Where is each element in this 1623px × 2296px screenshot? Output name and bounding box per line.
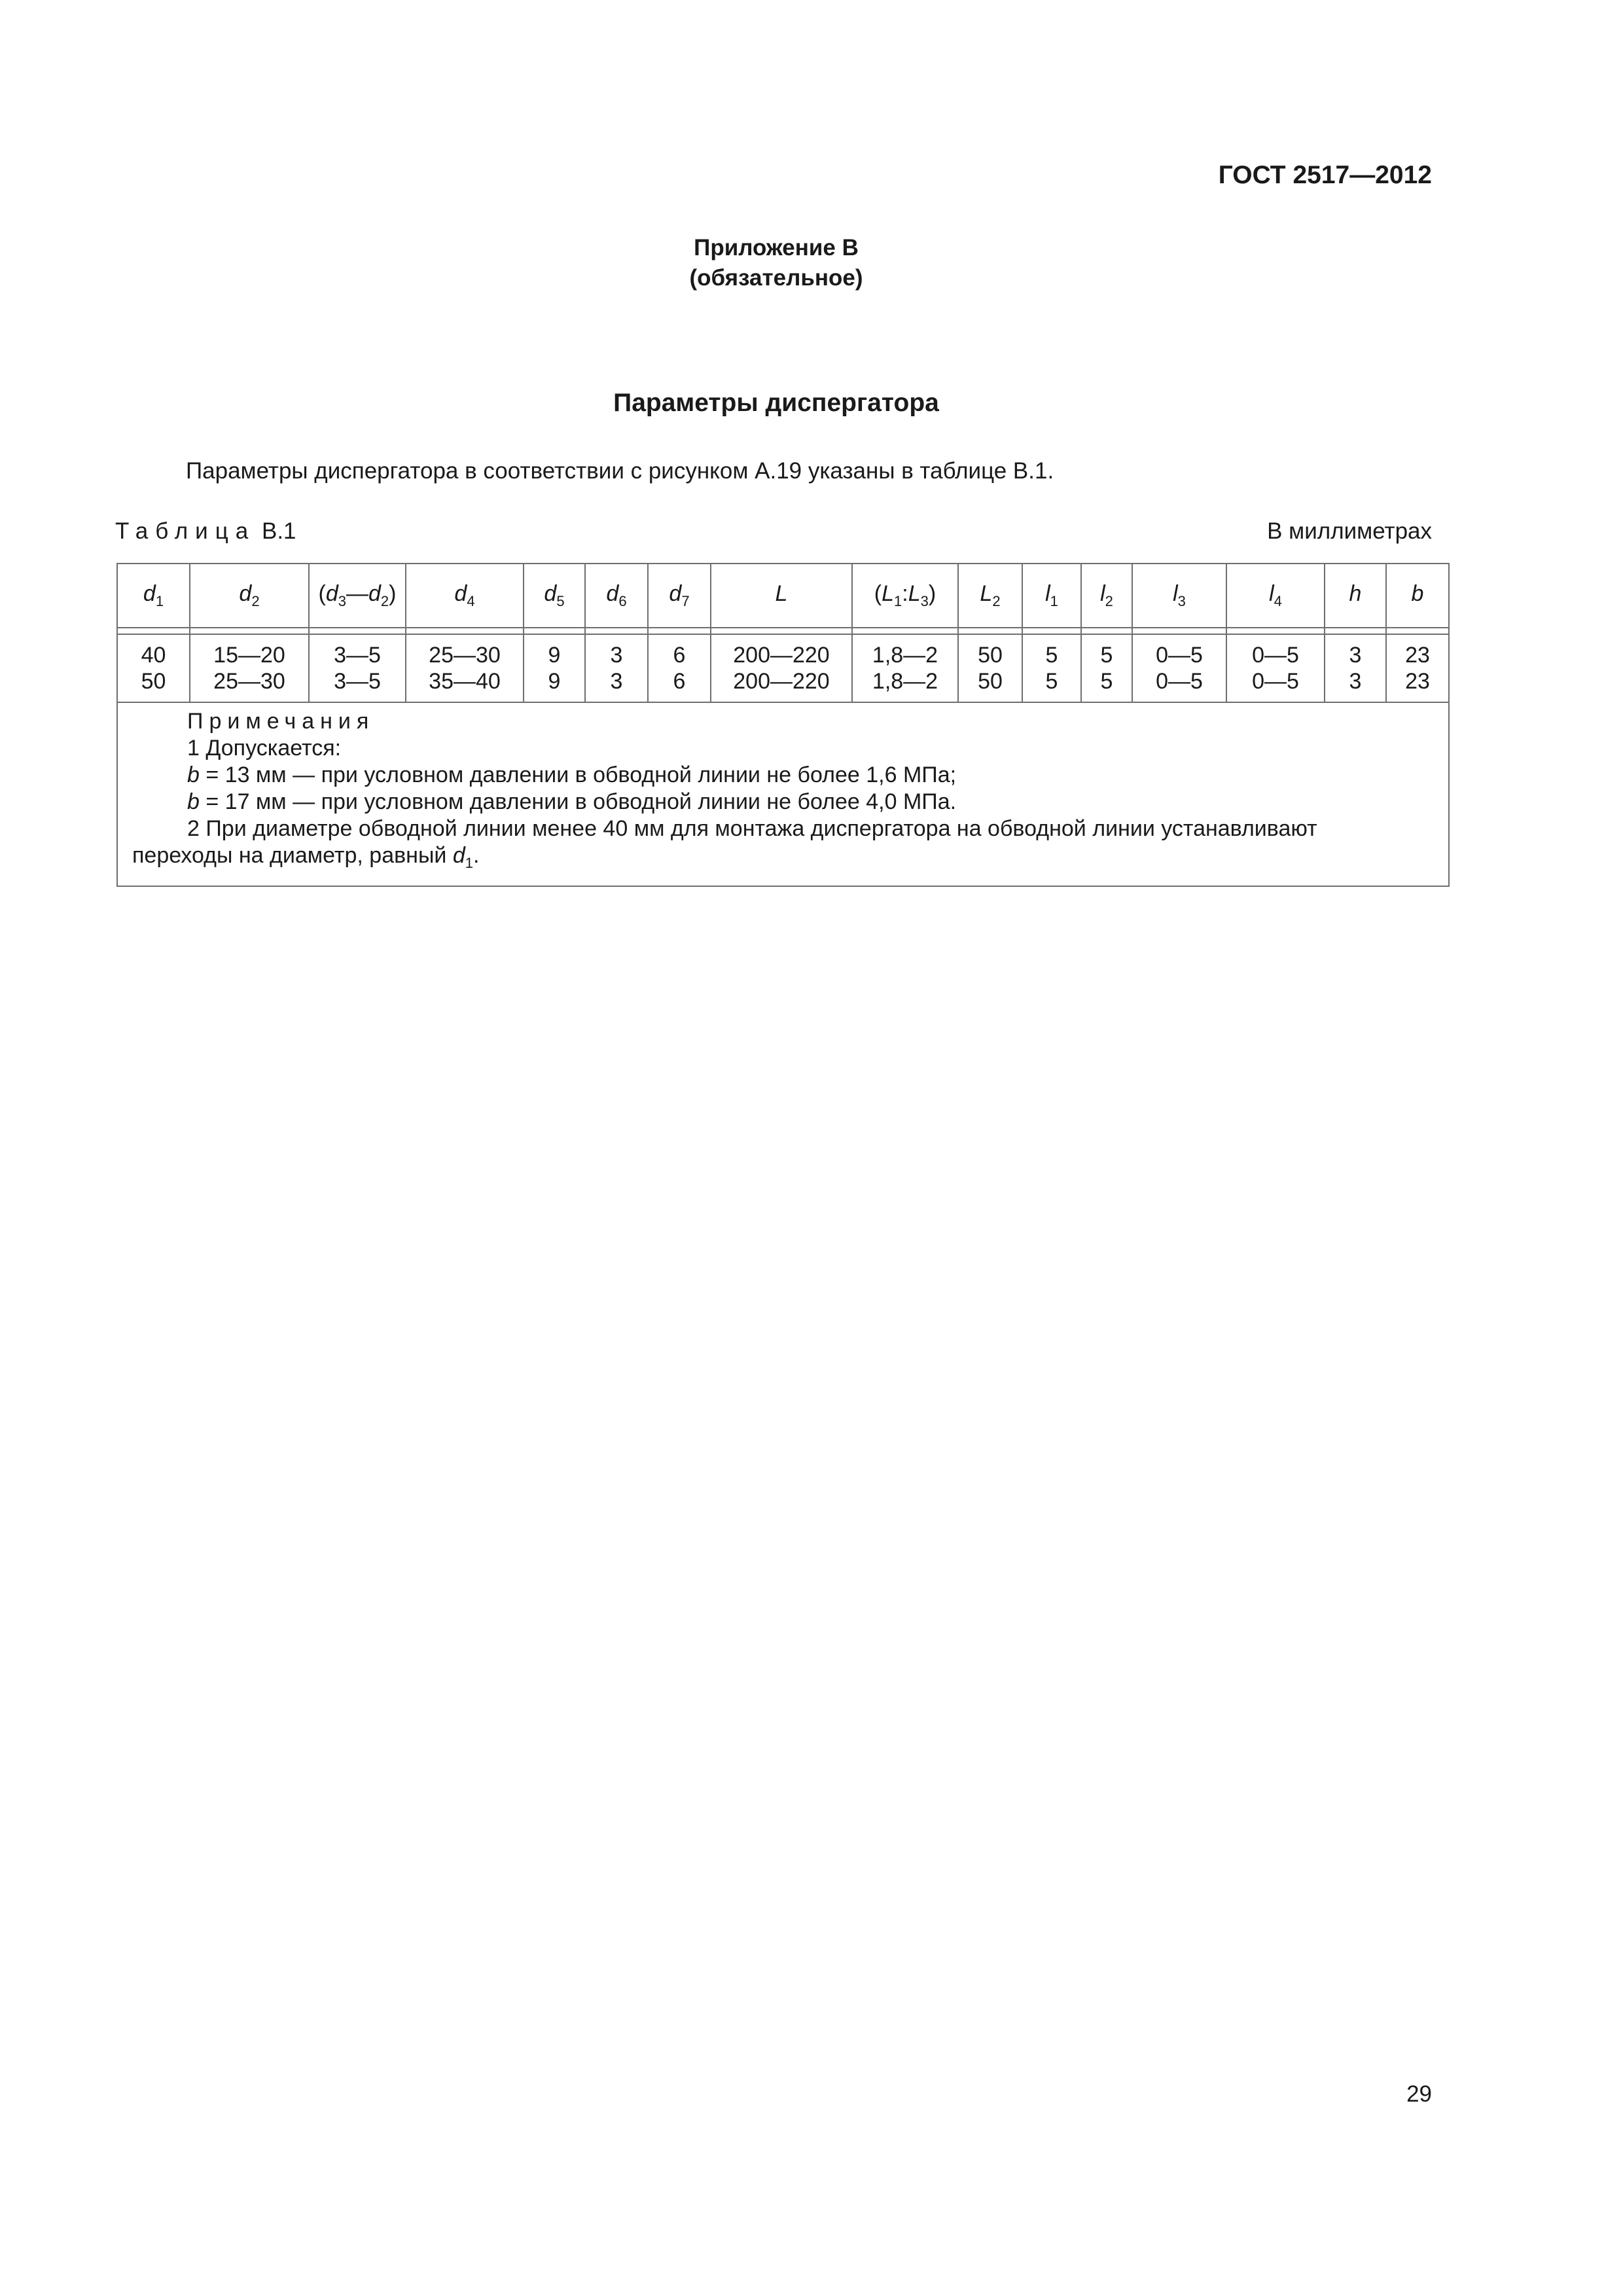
table-cell <box>1386 634 1449 702</box>
column-header: $l_1$ <box>1022 564 1081 628</box>
column-header: h <box>1325 564 1386 628</box>
table-cell <box>958 634 1022 702</box>
cell-value: 3 <box>1349 669 1362 694</box>
column-header: $d_6$ <box>585 564 648 628</box>
cell-value: 50 <box>978 669 1003 694</box>
cell-value: 25—30 <box>213 669 285 694</box>
cell-value: 3—5 <box>334 669 381 694</box>
cell-value: 0—5 <box>1156 643 1203 668</box>
cell-value: 0—5 <box>1252 643 1299 668</box>
cell-value: 3 <box>610 643 623 668</box>
spacer-cell <box>1081 628 1132 634</box>
spacer-cell <box>648 628 711 634</box>
cell-value: 40 <box>141 643 166 668</box>
spacer-cell <box>190 628 309 634</box>
parameters-table <box>116 563 1450 887</box>
cell-value: 200—220 <box>733 643 830 668</box>
table-header-row <box>117 564 1449 628</box>
table-cell <box>585 634 648 702</box>
column-header: $d_4$ <box>406 564 524 628</box>
table-row <box>117 634 1449 702</box>
table-cell <box>852 634 958 702</box>
cell-value: 15—20 <box>213 643 285 668</box>
spacer-cell <box>1386 628 1449 634</box>
column-header: $d_2$ <box>190 564 309 628</box>
column-header: $d_5$ <box>524 564 585 628</box>
cell-value: 50 <box>141 669 166 694</box>
table-caption-number: В.1 <box>261 518 296 544</box>
notes-title: Примечания <box>187 709 375 734</box>
table-cell <box>406 634 524 702</box>
cell-value: 23 <box>1405 643 1430 668</box>
appendix-status: (обязательное) <box>689 265 863 291</box>
spacer-cell <box>852 628 958 634</box>
column-header: $d_1$ <box>117 564 190 628</box>
column-header: L <box>711 564 852 628</box>
cell-value: 1,8—2 <box>872 643 938 668</box>
table-cell <box>309 634 406 702</box>
note-1: 1 Допускается: <box>187 736 342 761</box>
column-header: $(d_3—d_2)$ <box>309 564 406 628</box>
page-number: 29 <box>1406 2081 1432 2107</box>
appendix-heading <box>0 233 1552 293</box>
column-header: $l_3$ <box>1132 564 1226 628</box>
table-cell <box>1022 634 1081 702</box>
cell-value: 200—220 <box>733 669 830 694</box>
column-header: $L_2$ <box>958 564 1022 628</box>
spacer-cell <box>117 628 190 634</box>
column-header: $l_4$ <box>1226 564 1325 628</box>
column-header: $l_2$ <box>1081 564 1132 628</box>
table-caption-word: Таблица <box>115 518 256 544</box>
section-title: Параметры диспергатора <box>613 389 939 417</box>
spacer-cell <box>958 628 1022 634</box>
table-cell <box>711 634 852 702</box>
cell-value: 9 <box>548 669 561 694</box>
column-header: b <box>1386 564 1449 628</box>
cell-value: 3 <box>610 669 623 694</box>
spacer-cell <box>585 628 648 634</box>
table-cell <box>524 634 585 702</box>
table-cell <box>1132 634 1226 702</box>
column-header: $d_7$ <box>648 564 711 628</box>
intro-paragraph: Параметры диспергатора в соответствии с рисунком А.19 указаны в таблице В.1. <box>186 458 1054 484</box>
cell-value: 6 <box>673 669 686 694</box>
cell-value: 5 <box>1100 643 1113 668</box>
spacer-cell <box>1022 628 1081 634</box>
note-2: 2 При диаметре обводной линии менее 40 мм для монтажа диспергатора на обводной линии устанавливают <box>187 816 1317 841</box>
note-1b: b = 17 мм — при условном давлении в обводной линии не более 4,0 МПа. <box>187 789 957 814</box>
cell-value: 25—30 <box>429 643 501 668</box>
table-cell <box>1226 634 1325 702</box>
spacer-cell <box>711 628 852 634</box>
spacer-cell <box>524 628 585 634</box>
table-cell <box>117 634 190 702</box>
cell-value: 9 <box>548 643 561 668</box>
table-cell <box>1081 634 1132 702</box>
spacer-cell <box>1226 628 1325 634</box>
appendix-title: Приложение В <box>694 235 859 260</box>
note-2-continuation: переходы на диаметр, равный $d_1$. <box>132 843 480 871</box>
cell-value: 1,8—2 <box>872 669 938 694</box>
table-notes <box>117 702 1449 886</box>
cell-value: 50 <box>978 643 1003 668</box>
cell-value: 5 <box>1045 669 1058 694</box>
cell-value: 0—5 <box>1156 669 1203 694</box>
spacer-cell <box>406 628 524 634</box>
cell-value: 5 <box>1100 669 1113 694</box>
document-code: ГОСТ 2517—2012 <box>1218 161 1432 189</box>
cell-value: 5 <box>1045 643 1058 668</box>
column-header: $(L_1:L_3)$ <box>852 564 958 628</box>
spacer-cell <box>1325 628 1386 634</box>
spacer-cell <box>1132 628 1226 634</box>
note-1a: b = 13 мм — при условном давлении в обводной линии не более 1,6 МПа; <box>187 762 957 787</box>
table-cell <box>648 634 711 702</box>
table-caption <box>115 518 296 545</box>
cell-value: 35—40 <box>429 669 501 694</box>
table-cell <box>1325 634 1386 702</box>
table-cell <box>190 634 309 702</box>
cell-value: 3—5 <box>334 643 381 668</box>
spacer-cell <box>309 628 406 634</box>
cell-value: 6 <box>673 643 686 668</box>
cell-value: 23 <box>1405 669 1430 694</box>
cell-value: 3 <box>1349 643 1362 668</box>
table-units: В миллиметрах <box>1267 518 1432 544</box>
cell-value: 0—5 <box>1252 669 1299 694</box>
